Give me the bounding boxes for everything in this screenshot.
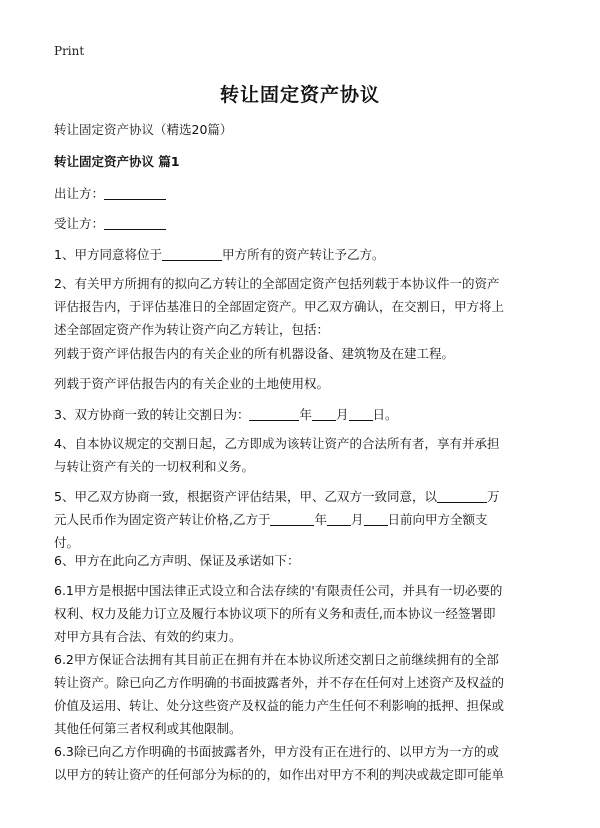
document-subtitle: 转让固定资产协议（精选20篇）	[54, 122, 233, 137]
clause-6-2: 6.2甲方保证合法拥有其目前正在拥有并在本协议所述交割日之前继续拥有的全部 转让资产。除已向乙方作明确的书面披露者外，并不存在任何对上述资产及权益的 价值及运用、转让、处分这些资产及权益的能力产生任何不利影响的抵押、担保或 其他任何第三者权利或其他限制。	[54, 652, 505, 736]
transferor-line: 出让方：	[54, 182, 554, 205]
clause-4: 4、自本协议规定的交割日起，乙方即成为该转让资产的合法所有者，享有并承担 与转让资产有关的一切权利和义务。	[54, 436, 500, 474]
clause-2: 2、有关甲方所拥有的拟向乙方转让的全部固定资产包括列载于本协议件一的资产 评估报告内，于评估基准日的全部固定资产。甲乙双方确认，在交割日，甲方将上 述全部固定资产作为转让资产向乙方转让，包括：	[54, 276, 505, 337]
clause-2-item-1: 列载于资产评估报告内的有关企业的所有机器设备、建筑物及在建工程。	[54, 346, 455, 361]
clause-1: 1、甲方同意将位于 甲方所有的资产转让予乙方。	[54, 247, 385, 262]
document-title: 转让固定资产协议	[219, 84, 380, 106]
clause-6-3: 6.3除已向乙方作明确的书面披露者外，甲方没有正在进行的、以甲方为一方的或 以甲方的转让资产的任何部分为标的的，如作出对甲方不利的判决或裁定即可能单	[54, 744, 505, 782]
clause-2-item-2: 列载于资产评估报告内的有关企业的土地使用权。	[54, 376, 330, 391]
clause-3: 3、双方协商一致的转让交割日为： 年 月 日。	[54, 407, 398, 422]
clause-6: 6、甲方在此向乙方声明、保证及承诺如下：	[54, 553, 300, 568]
clause-6-1: 6.1甲方是根据中国法律正式设立和合法存续的'有限责任公司，并具有一切必要的 权利、权力及能力订立及履行本协议项下的所有义务和责任,而本协议一经签署即 对甲方具有合法、有效的约束力。	[54, 583, 503, 644]
transferee-line: 受让方：	[54, 212, 554, 235]
print-link[interactable]: Print	[54, 44, 85, 58]
article-heading: 转让固定资产协议 篇1	[54, 154, 180, 169]
clause-5: 5、甲乙双方协商一致，根据资产评估结果，甲、乙双方一致同意，以 万 元人民币作为固定资产转让价格,乙方于 年 月 日前向甲方全额支 付。	[54, 489, 500, 550]
